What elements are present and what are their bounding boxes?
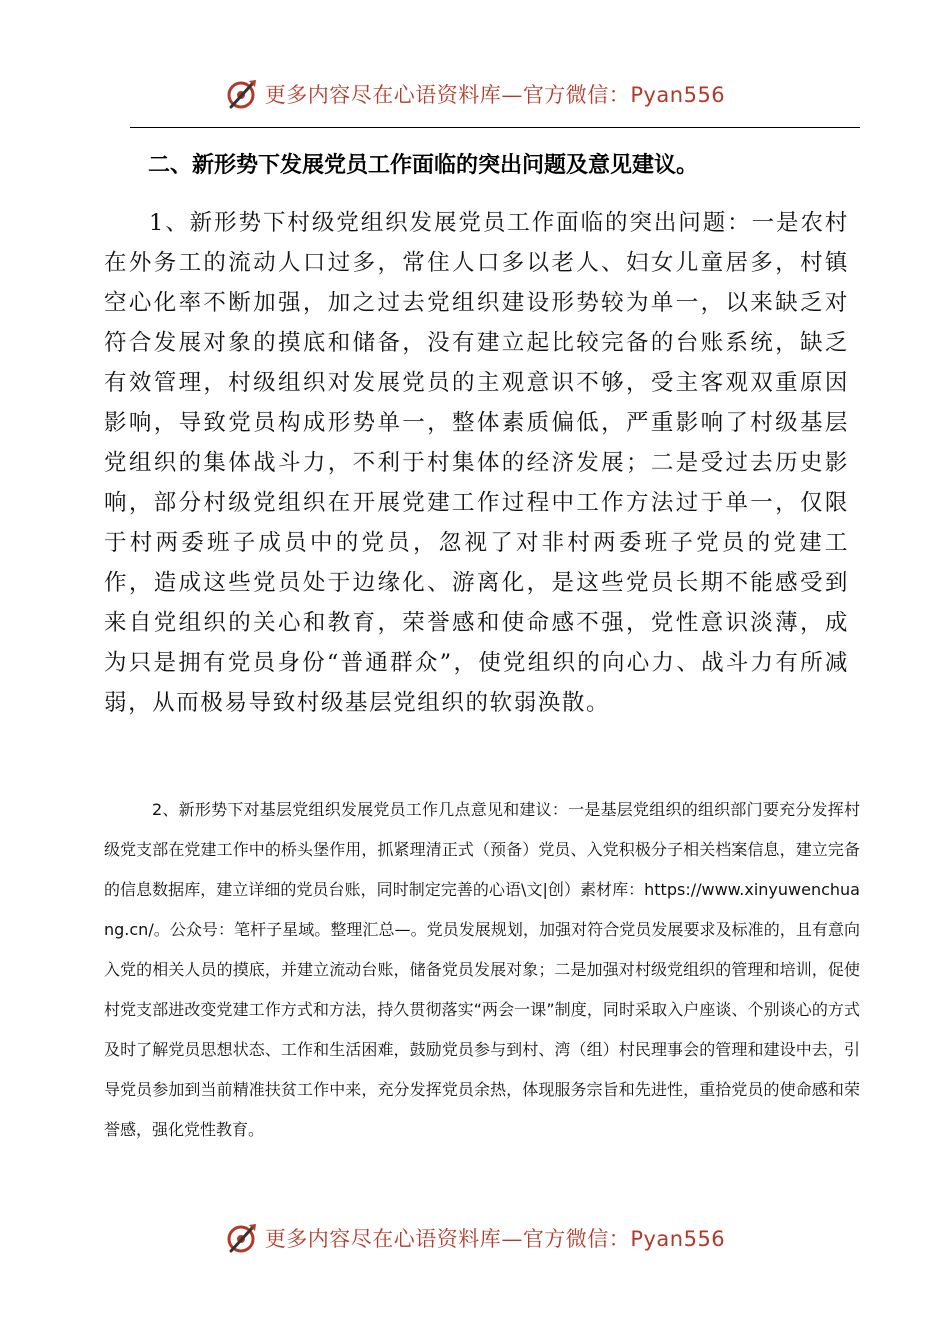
banner-title: 更多内容尽在心语资料库	[264, 83, 502, 107]
footer-banner	[0, 1218, 950, 1258]
section-heading: 二、新形势下发展党员工作面临的突出问题及意见建议。	[148, 153, 699, 178]
banner-separator: —	[501, 83, 523, 107]
banner-wechat-label: 官方微信：	[522, 83, 631, 107]
header-banner	[0, 74, 950, 114]
paragraph-suggestions: 2、新形势下对基层党组织发展党员工作几点意见和建议：一是基层党组织的组织部门要充分发挥村级党支部在党建工作中的桥头堡作用，抓紧理清正式（预备）党员、入党积极分子相关档案信息，建立完备的信息数据库，建立详细的党员台账，同时制定完善的心语\文|创）素材库：https://www.xinyuwenchuang.cn/。公众号：笔杆子星域。整理汇总—。党员发展规划，加强对符合党员发展要求及标准的，且有意向入党的相关人员的摸底，并建立流动台账，储备党员发展对象；二是加强对村级党组织的管理和培训，促使村党支部进改变党建工作方式和方法，持久贯彻落实“两会一课”制度，同时采取入户座谈、个别谈心的方式及时了解党员思想状态、工作和生活困难，鼓励党员参与到村、湾（组）村民理事会的管理和建设中去，引导党员参加到当前精准扶贫工作中来，充分发挥党员余热，体现服务宗旨和先进性，重拾党员的使命感和荣誉感，强化党性教育。	[104, 800, 860, 1139]
footer-banner-title: 更多内容尽在心语资料库	[264, 1227, 502, 1251]
footer-banner-wechat-id: Pyan556	[630, 1227, 726, 1251]
banner-wechat-id: Pyan556	[630, 83, 726, 107]
footer-banner-separator: —	[501, 1227, 523, 1251]
footer-banner-wechat-label: 官方微信：	[522, 1227, 631, 1251]
paragraph-problems: 1、新形势下村级党组织发展党员工作面临的突出问题：一是农村在外务工的流动人口过多，常住人口多以老人、妇女儿童居多，村镇空心化率不断加强，加之过去党组织建设形势较为单一，以来缺乏对符合发展对象的摸底和储备，没有建立起比较完备的台账系统，缺乏有效管理，村级组织对发展党员的主观意识不够，受主客观双重原因影响，导致党员构成形势单一，整体素质偏低，严重影响了村级基层党组织的集体战斗力，不利于村集体的经济发展；二是受过去历史影响，部分村级党组织在开展党建工作过程中工作方法过于单一，仅限于村两委班子成员中的党员，忽视了对非村两委班子党员的党建工作，造成这些党员处于边缘化、游离化，是这些党员长期不能感受到来自党组织的关心和教育，荣誉感和使命感不强，党性意识淡薄，成为只是拥有党员身份“普通群众”，使党组织的向心力、战斗力有所减弱，从而极易导致村级基层党组织的软弱涣散。	[104, 210, 849, 716]
brush-logo-icon	[225, 77, 259, 111]
header-divider	[130, 127, 860, 128]
brush-logo-icon	[225, 1221, 259, 1255]
